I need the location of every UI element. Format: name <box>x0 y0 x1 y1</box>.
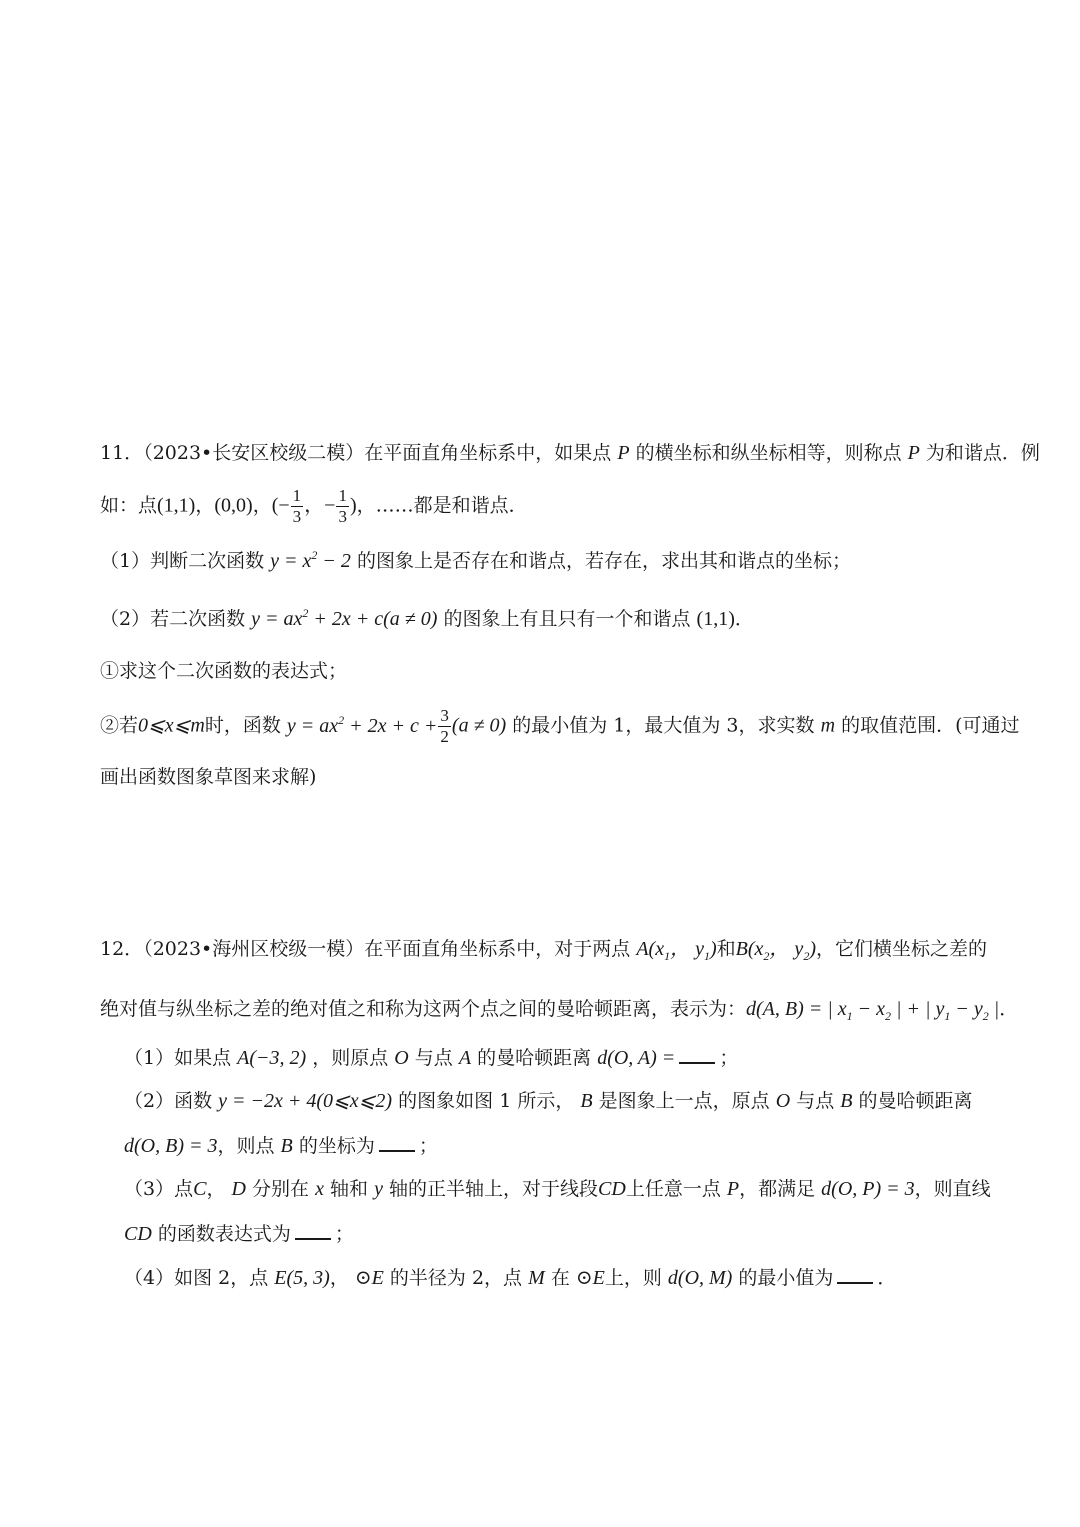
q12-text: 轴和 <box>330 1178 369 1200</box>
q11-line-1 <box>100 440 1040 466</box>
math-equation: y = −2x + 4(0⩽x⩽2) <box>218 1090 393 1112</box>
math-var: P <box>617 442 630 464</box>
q12-text: 与点 <box>796 1090 835 1112</box>
eq-part: y = ax <box>286 714 339 737</box>
math-point: A(−3, 2) <box>237 1047 307 1069</box>
q11-text: 的取值范围．(可通过 <box>841 714 1020 737</box>
q11-text: ，……都是和谐点． <box>356 494 528 517</box>
eq-part: + 2x + c + <box>344 714 438 737</box>
q11-text: 画出函数图象草图来求解) <box>100 766 317 788</box>
q11-text: 在平面直角坐标系中，如果点 <box>364 442 612 464</box>
math-text: (− <box>271 494 290 517</box>
q12-text: 在平面直角坐标系中，对于两点 <box>364 938 631 960</box>
q11-line-2 <box>100 486 528 527</box>
exponent: 2 <box>311 548 318 562</box>
math-var: C <box>193 1178 207 1200</box>
q11-text: ， <box>252 494 272 517</box>
q11-text: 为和谐点．例 <box>925 442 1040 464</box>
subscript: 2 <box>763 949 770 963</box>
eq-part: ， y <box>769 938 804 960</box>
subscript: 2 <box>885 1009 892 1023</box>
q12-part-4 <box>124 1264 896 1291</box>
subscript: 2 <box>803 949 810 963</box>
math-equation <box>286 712 438 737</box>
math-point <box>735 938 816 963</box>
q12-text: 上任意一点 <box>625 1178 721 1200</box>
q12-text: 的曼哈顿距离 <box>858 1090 973 1112</box>
q11-text: ①求这个二次函数的表达式； <box>100 660 348 682</box>
q12-text: 的图象如图 1 所示， <box>398 1090 575 1112</box>
subscript: 1 <box>944 1009 951 1023</box>
eq-part: ， y <box>670 938 704 960</box>
math-equation <box>270 550 351 572</box>
math-point: (1,1) <box>157 494 196 517</box>
fraction <box>291 486 304 527</box>
math-text: ) <box>349 494 357 517</box>
math-var: B <box>580 1090 593 1112</box>
q12-part-3-line-2 <box>124 1220 354 1247</box>
eq-part: (a ≠ 0) <box>451 714 507 737</box>
q11-text: ， <box>195 494 215 517</box>
math-var: y <box>374 1178 383 1200</box>
exponent: 2 <box>302 606 309 620</box>
fraction-numerator: 1 <box>292 486 302 505</box>
eq-part: | + | y <box>891 998 945 1020</box>
q12-text: ． <box>999 998 1019 1020</box>
math-text: ，− <box>304 494 336 517</box>
q12-text: （1）如果点 <box>124 1047 232 1069</box>
subscript: 1 <box>703 949 710 963</box>
math-equation: d(O, A) = <box>597 1047 676 1069</box>
q11-text: ②若 <box>100 714 139 737</box>
q12-text: 和 <box>716 938 736 960</box>
math-var: B <box>280 1135 293 1157</box>
math-var: P <box>726 1178 740 1200</box>
q12-text: （4）如图 2，点 <box>124 1267 269 1289</box>
q12-part-3 <box>124 1176 991 1202</box>
q12-text: ，则原点 <box>312 1047 389 1069</box>
eq-part: ) <box>809 938 816 960</box>
q12-text: ，都满足 <box>739 1178 816 1200</box>
eq-part: B(x <box>735 938 764 960</box>
eq-part: y = ax <box>251 608 303 630</box>
math-var: x <box>315 1178 324 1200</box>
math-var: A <box>458 1047 472 1069</box>
fraction <box>438 706 451 747</box>
math-var: m <box>820 714 836 737</box>
math-inequality: 0⩽x⩽m <box>138 714 205 737</box>
math-var: B <box>840 1090 853 1112</box>
answer-blank[interactable] <box>379 1132 415 1152</box>
math-equation <box>746 998 1000 1023</box>
q12-text: （2）函数 <box>124 1090 213 1112</box>
q12-text: ， <box>206 1178 226 1200</box>
math-equation: d(O, M) <box>667 1267 733 1289</box>
q12-text: ； <box>719 1047 739 1069</box>
math-var: O <box>394 1047 409 1069</box>
q11-sub-1 <box>100 658 347 684</box>
eq-part: y = x <box>270 550 312 572</box>
q12-line-2 <box>100 996 1018 1022</box>
q12-text: ； <box>334 1223 354 1245</box>
q12-text: ， <box>329 1267 349 1289</box>
q11-source: （2023•长安区校级二模） <box>143 442 365 464</box>
math-var: CD <box>598 1178 626 1200</box>
subscript: 1 <box>664 949 671 963</box>
math-equation <box>251 608 437 630</box>
math-point: (1,1) <box>696 608 735 630</box>
q11-text: 时，函数 <box>204 714 281 737</box>
answer-blank[interactable] <box>679 1044 715 1064</box>
eq-part: − y <box>950 998 983 1020</box>
q12-text: ，它们横坐标之差的 <box>815 938 987 960</box>
q11-sub-2 <box>100 706 1020 747</box>
fraction-numerator: 1 <box>338 486 347 505</box>
q12-line-1 <box>100 936 987 962</box>
q11-text: （2）若二次函数 <box>100 608 246 630</box>
q11-text: 的图象上是否存在和谐点，若存在，求出其和谐点的坐标； <box>356 550 851 572</box>
math-var: P <box>907 442 920 464</box>
math-circle: ⊙E <box>575 1267 605 1289</box>
q11-part-2 <box>100 606 754 632</box>
q11-number: 11． <box>100 442 144 464</box>
q12-text: 绝对值与纵坐标之差的绝对值之和称为这两个点之间的曼哈顿距离，表示为： <box>100 998 747 1020</box>
fraction-numerator: 3 <box>440 706 449 725</box>
math-var: CD <box>124 1223 152 1245</box>
answer-blank[interactable] <box>295 1220 331 1240</box>
math-point: E(5, 3) <box>274 1267 330 1289</box>
q11-text: 的横坐标和纵坐标相等，则称点 <box>635 442 902 464</box>
q12-text: ； <box>418 1135 438 1157</box>
q11-part-1 <box>100 548 851 574</box>
q12-text: 上，则 <box>604 1267 662 1289</box>
subscript: 2 <box>982 1009 989 1023</box>
q12-text: ，则直线 <box>914 1178 991 1200</box>
q11-text: （1）判断二次函数 <box>100 550 265 572</box>
math-var: M <box>528 1267 545 1289</box>
q12-part-2 <box>124 1088 973 1114</box>
q12-text: 是图象上一点，原点 <box>598 1090 770 1112</box>
eq-part: d(A, B) = | x <box>746 998 847 1020</box>
q12-part-2-line-2 <box>124 1132 438 1159</box>
q11-text: 如：点 <box>100 494 158 517</box>
q12-text: 分别在 <box>252 1178 310 1200</box>
q12-source: （2023•海州区校级一模） <box>143 938 365 960</box>
fraction <box>336 486 349 527</box>
eq-part: − x <box>852 998 886 1020</box>
q11-sub-2-line-2 <box>100 764 316 790</box>
q12-text: 的半径为 2，点 <box>389 1267 523 1289</box>
math-point <box>636 938 717 963</box>
subscript: 1 <box>846 1009 853 1023</box>
eq-part: − 2 <box>317 550 351 572</box>
q11-text: ． <box>734 608 754 630</box>
q12-text: 的最小值为 <box>738 1267 834 1289</box>
q12-text: 轴的正半轴上，对于线段 <box>389 1178 599 1200</box>
q12-text: ，则点 <box>217 1135 275 1157</box>
eq-part: + 2x + c(a ≠ 0) <box>308 608 438 630</box>
q11-text: 的最小值为 1，最大值为 3，求实数 <box>512 714 815 737</box>
q12-text: （3）点 <box>124 1178 194 1200</box>
eq-part: ) <box>709 938 717 960</box>
math-var: O <box>775 1090 791 1112</box>
q12-number: 12． <box>100 938 144 960</box>
q12-part-1 <box>124 1044 738 1071</box>
math-point: (0,0) <box>214 494 253 517</box>
fraction-denominator: 2 <box>440 727 449 746</box>
q12-text: 的坐标为 <box>298 1135 375 1157</box>
math-circle: ⊙E <box>354 1267 384 1289</box>
q12-text: 的函数表达式为 <box>157 1223 291 1245</box>
q12-text: 在 <box>550 1267 570 1289</box>
math-equation: d(O, P) = 3 <box>821 1178 915 1200</box>
q12-text: ． <box>877 1267 897 1289</box>
q11-text: 的图象上有且只有一个和谐点 <box>443 608 691 630</box>
math-equation: d(O, B) = 3 <box>124 1135 218 1157</box>
math-var: D <box>231 1178 246 1200</box>
eq-part: A(x <box>636 938 665 960</box>
fraction-denominator: 3 <box>292 507 302 526</box>
eq-part: | <box>988 998 1000 1020</box>
answer-blank[interactable] <box>837 1264 873 1284</box>
exponent: 2 <box>338 712 345 727</box>
fraction-denominator: 3 <box>338 507 347 526</box>
q12-text: 与点 <box>414 1047 453 1069</box>
q12-text: 的曼哈顿距离 <box>477 1047 592 1069</box>
